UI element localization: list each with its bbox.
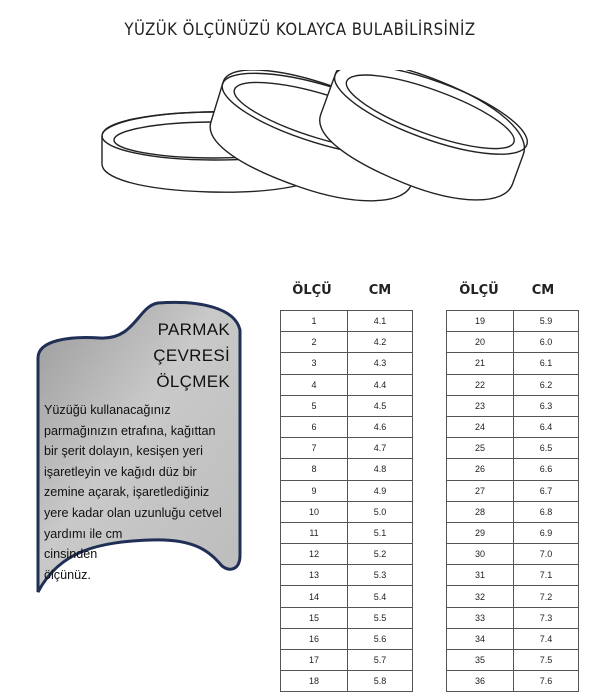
cm-cell: 5.4 (348, 586, 413, 607)
cm-cell: 5.8 (348, 671, 413, 692)
size-row (281, 628, 413, 649)
size-cell: 26 (447, 459, 514, 480)
instruction-line: ölçünüz. (44, 567, 91, 582)
size-row (281, 311, 413, 332)
size-cell: 29 (447, 522, 514, 543)
cm-cell: 4.5 (348, 395, 413, 416)
size-row (281, 501, 413, 522)
size-row (281, 586, 413, 607)
cm-cell: 5.3 (348, 565, 413, 586)
size-cell: 9 (281, 480, 348, 501)
page-title: YÜZÜK ÖLÇÜNÜZÜ KOLAYCA BULABİLİRSİNİZ (124, 20, 476, 40)
size-row (447, 480, 579, 501)
size-row (447, 671, 579, 692)
cm-cell: 6.6 (514, 459, 579, 480)
cm-cell: 6.8 (514, 501, 579, 522)
size-row (447, 438, 579, 459)
size-cell: 23 (447, 395, 514, 416)
rings-illustration (90, 70, 530, 210)
size-row (281, 459, 413, 480)
cm-cell: 6.7 (514, 480, 579, 501)
cm-cell: 5.7 (348, 650, 413, 671)
cm-cell: 6.5 (514, 438, 579, 459)
cm-cell: 5.1 (348, 522, 413, 543)
size-cell: 5 (281, 395, 348, 416)
size-cell: 7 (281, 438, 348, 459)
right-header-cm: CM (531, 283, 555, 298)
cm-cell: 7.2 (514, 586, 579, 607)
card-title-2: ÇEVRESİ (153, 346, 230, 365)
cm-cell: 6.4 (514, 416, 579, 437)
cm-cell: 5.2 (348, 544, 413, 565)
size-row (281, 438, 413, 459)
size-row (281, 671, 413, 692)
size-cell: 24 (447, 416, 514, 437)
size-cell: 3 (281, 353, 348, 374)
size-cell: 28 (447, 501, 514, 522)
cm-cell: 4.4 (348, 374, 413, 395)
size-cell: 18 (281, 671, 348, 692)
size-row (447, 332, 579, 353)
cm-cell: 4.7 (348, 438, 413, 459)
cm-cell: 7.5 (514, 650, 579, 671)
instruction-line: yardımı ile cm (44, 526, 123, 541)
cm-cell: 7.6 (514, 671, 579, 692)
cm-cell: 5.5 (348, 607, 413, 628)
cm-cell: 5.9 (514, 311, 579, 332)
right-header-size: ÖLÇÜ (459, 283, 499, 298)
size-row (447, 395, 579, 416)
size-cell: 33 (447, 607, 514, 628)
size-cell: 1 (281, 311, 348, 332)
size-cell: 35 (447, 650, 514, 671)
instruction-line: zemine açarak, işaretlediğiniz (44, 485, 210, 500)
size-cell: 16 (281, 628, 348, 649)
size-table-left (280, 310, 413, 692)
size-row (281, 565, 413, 586)
size-cell: 27 (447, 480, 514, 501)
size-row (447, 586, 579, 607)
size-row (281, 395, 413, 416)
instruction-line: işaretleyin ve kağıdı düz bir (44, 464, 197, 479)
size-cell: 11 (281, 522, 348, 543)
size-cell: 30 (447, 544, 514, 565)
size-cell: 6 (281, 416, 348, 437)
size-row (447, 544, 579, 565)
size-row (447, 374, 579, 395)
size-row (281, 416, 413, 437)
instruction-line: bir şerit dolayın, kesişen yeri (44, 444, 203, 459)
instruction-line: yere kadar olan uzunluğu cetvel (44, 505, 222, 520)
instruction-text (44, 400, 249, 585)
size-cell: 20 (447, 332, 514, 353)
cm-cell: 4.9 (348, 480, 413, 501)
cm-cell: 6.3 (514, 395, 579, 416)
size-cell: 22 (447, 374, 514, 395)
size-row (447, 459, 579, 480)
cm-cell: 4.8 (348, 459, 413, 480)
size-row (281, 650, 413, 671)
cm-cell: 7.4 (514, 628, 579, 649)
size-row (447, 416, 579, 437)
size-cell: 34 (447, 628, 514, 649)
cm-cell: 4.3 (348, 353, 413, 374)
card-title-1: PARMAK (157, 320, 230, 339)
size-row (281, 607, 413, 628)
size-cell: 19 (447, 311, 514, 332)
size-row (447, 311, 579, 332)
size-row (447, 522, 579, 543)
cm-cell: 6.2 (514, 374, 579, 395)
size-row (281, 522, 413, 543)
size-table-right (446, 310, 579, 692)
size-cell: 13 (281, 565, 348, 586)
size-row (447, 650, 579, 671)
size-cell: 10 (281, 501, 348, 522)
size-cell: 14 (281, 586, 348, 607)
size-row (281, 480, 413, 501)
instruction-line: Yüzüğü kullanacağınız (44, 403, 171, 417)
cm-cell: 5.6 (348, 628, 413, 649)
size-cell: 8 (281, 459, 348, 480)
card-title-3: ÖLÇMEK (156, 372, 230, 391)
size-cell: 4 (281, 374, 348, 395)
size-cell: 32 (447, 586, 514, 607)
size-row (281, 374, 413, 395)
size-row (447, 628, 579, 649)
size-cell: 17 (281, 650, 348, 671)
size-cell: 21 (447, 353, 514, 374)
size-row (447, 501, 579, 522)
instruction-line: parmağınızın etrafına, kağıttan (44, 423, 216, 438)
cm-cell: 4.2 (348, 332, 413, 353)
cm-cell: 4.1 (348, 311, 413, 332)
size-cell: 12 (281, 544, 348, 565)
size-cell: 36 (447, 671, 514, 692)
cm-cell: 7.3 (514, 607, 579, 628)
size-row (281, 353, 413, 374)
cm-cell: 7.0 (514, 544, 579, 565)
size-cell: 31 (447, 565, 514, 586)
size-row (447, 353, 579, 374)
size-cell: 15 (281, 607, 348, 628)
cm-cell: 6.1 (514, 353, 579, 374)
cm-cell: 4.6 (348, 416, 413, 437)
cm-cell: 6.9 (514, 522, 579, 543)
size-row (281, 544, 413, 565)
size-row (447, 565, 579, 586)
cm-cell: 7.1 (514, 565, 579, 586)
size-row (447, 607, 579, 628)
size-row (281, 332, 413, 353)
left-header-size: ÖLÇÜ (292, 283, 332, 298)
cm-cell: 6.0 (514, 332, 579, 353)
size-cell: 2 (281, 332, 348, 353)
left-header-cm: CM (368, 283, 392, 298)
cm-cell: 5.0 (348, 501, 413, 522)
size-cell: 25 (447, 438, 514, 459)
instruction-line: cinsinden (44, 547, 98, 562)
